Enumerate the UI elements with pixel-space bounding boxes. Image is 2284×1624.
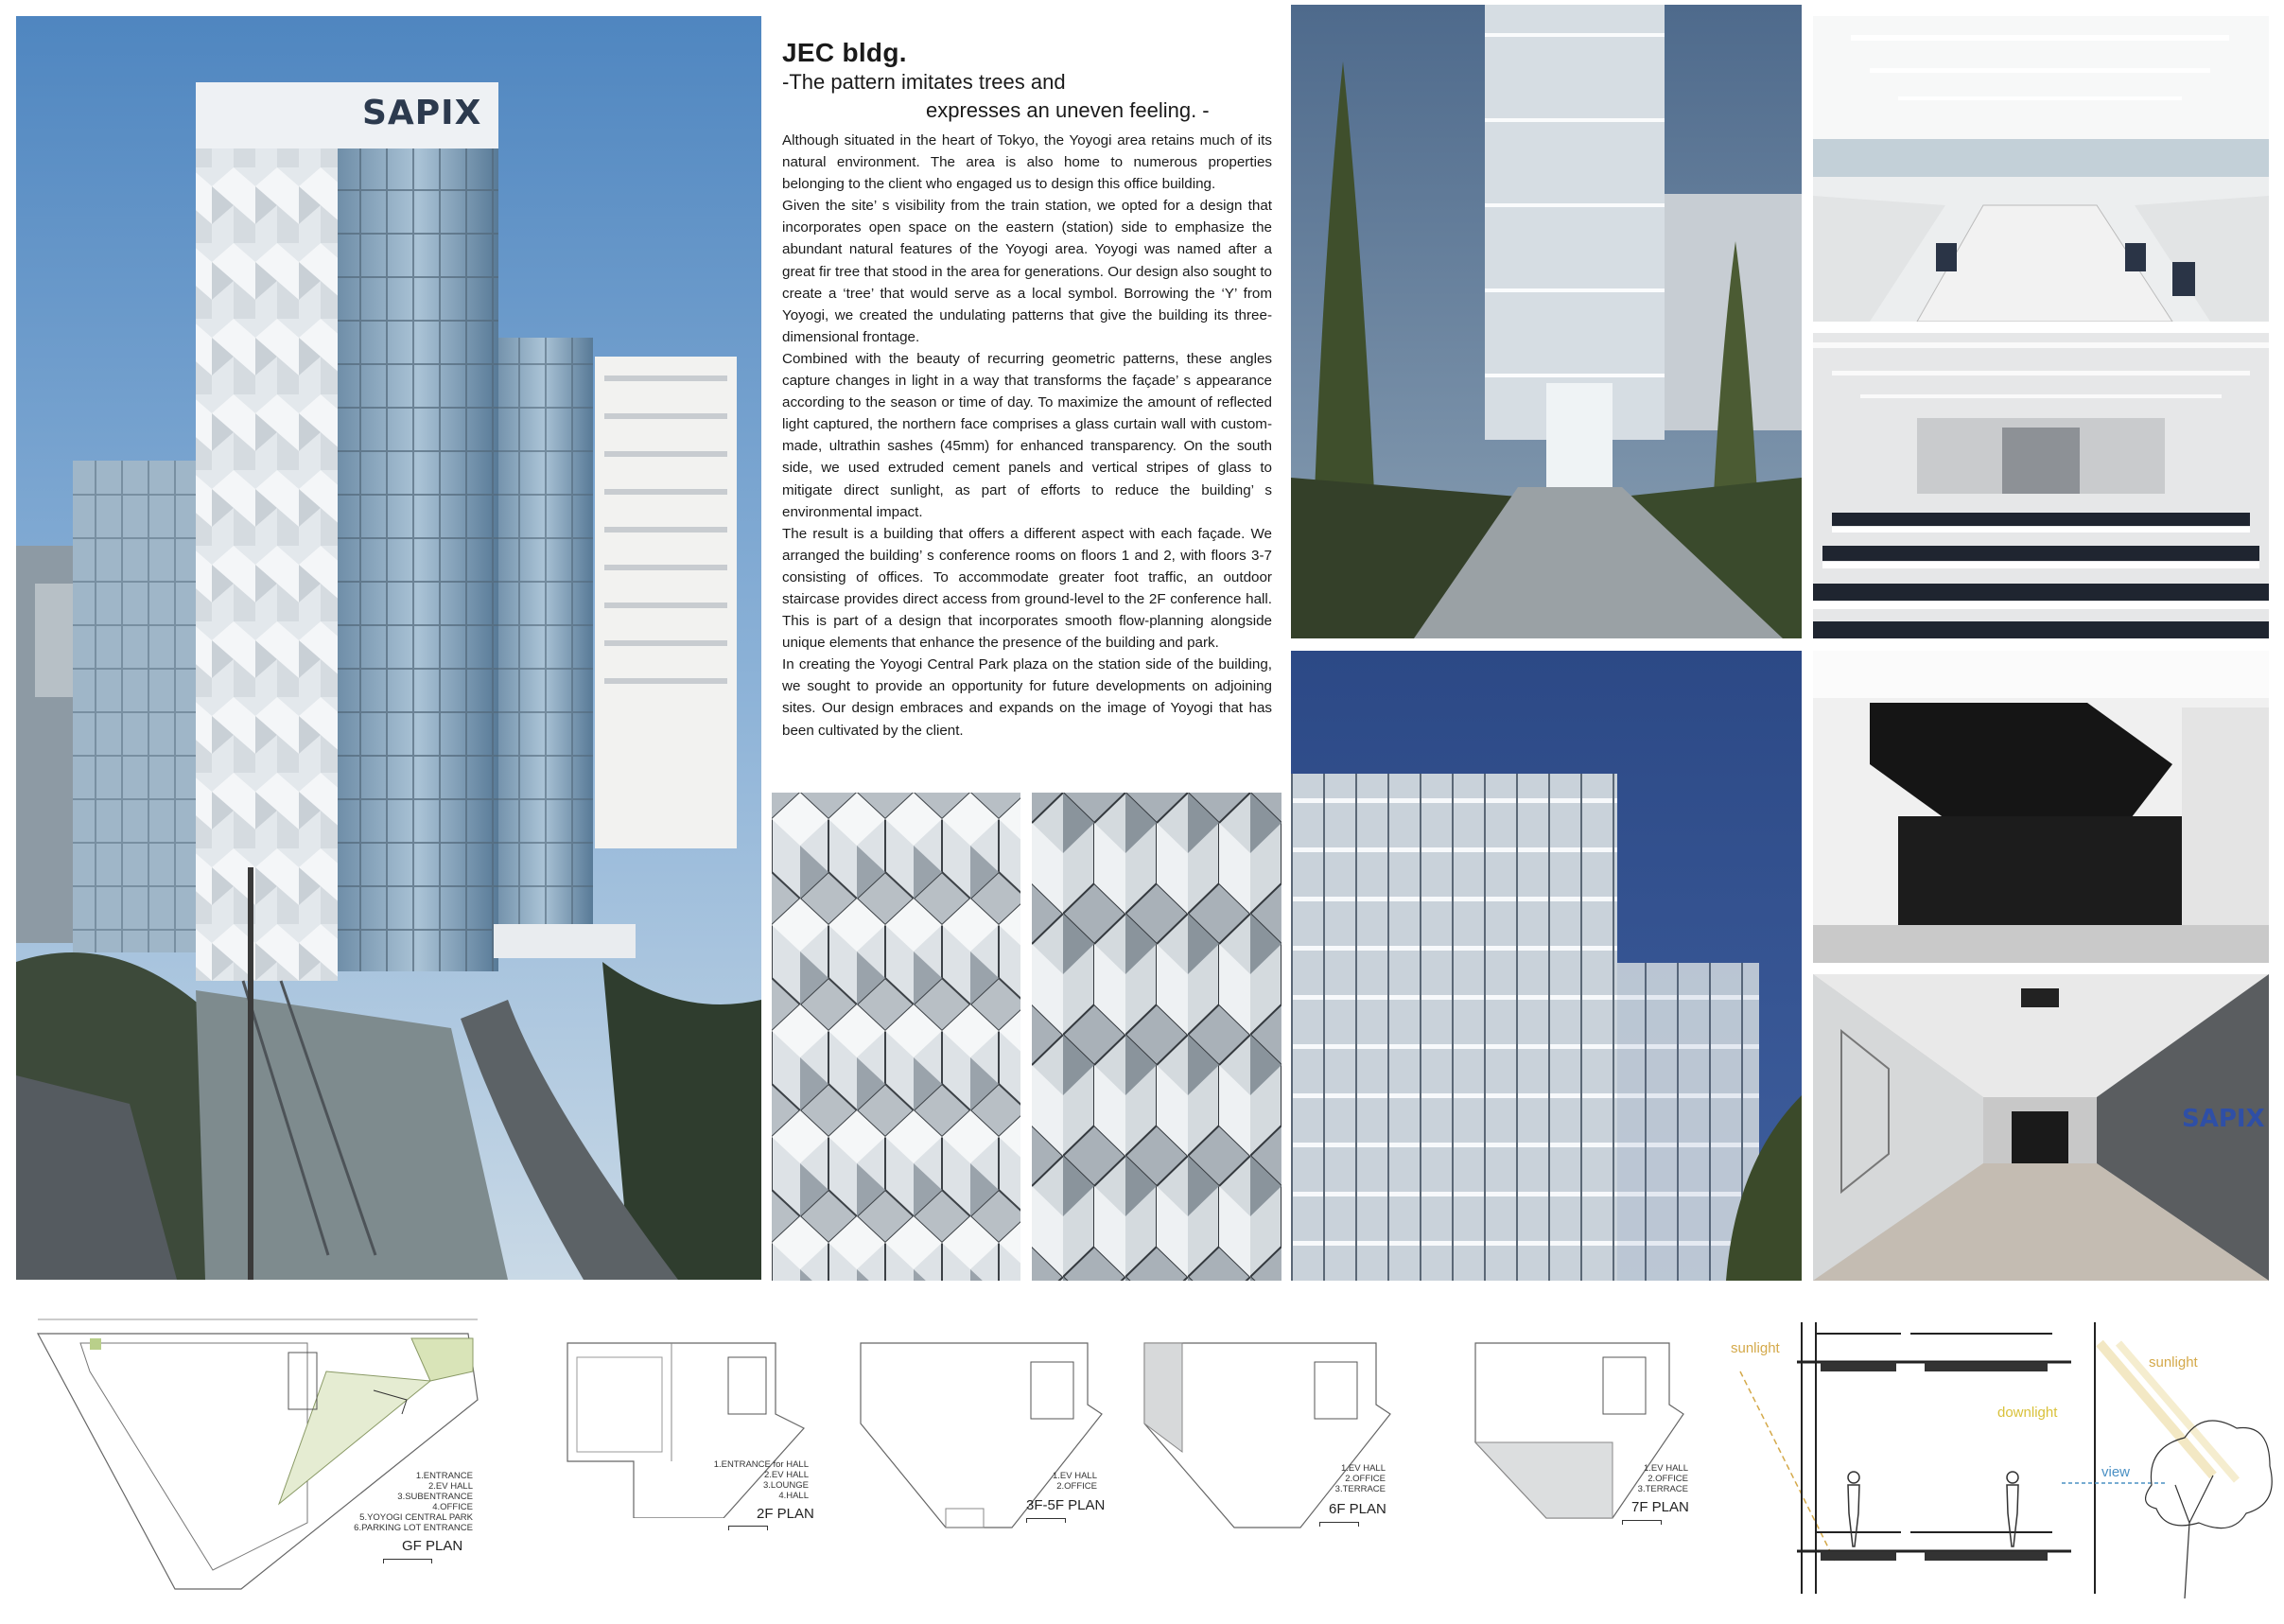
facade-detail-photo-right xyxy=(1032,793,1281,1281)
3f-5f-legend-2: 2.OFFICE xyxy=(1056,1481,1097,1492)
description-paragraph-5: In creating the Yoyogi Central Park plaza on the station side of the building, we sought to provide an opportunity for future developments on adjoining sites. Our design embraces and expands on the image of Yoyogi that has been cultivated by the client. xyxy=(782,656,1272,739)
facade-detail-photo-left xyxy=(772,793,1020,1281)
gf-legend-4: 4.OFFICE xyxy=(432,1502,473,1512)
downlight-label: downlight xyxy=(1997,1405,2058,1421)
description-paragraph-4: The result is a building that offers a different aspect with each façade. We arranged the building’ s conference rooms on floors 1 and 2, with floors 3-7 consisting of offices. To accommodate greater foot traffic, an outdoor staircase provides direct access from ground-level to the 2F conference hall. This is part of a design that incorporates smooth flow-planning alongside unique elements that enhance the presence of the building and park. xyxy=(782,525,1272,652)
3f-5f-plan-scale-bar xyxy=(1026,1518,1066,1523)
office-interior-photo xyxy=(1813,16,2269,322)
gf-plan xyxy=(33,1315,487,1598)
6f-legend-1: 1.EV HALL xyxy=(1341,1463,1386,1474)
description-paragraph-3: Combined with the beauty of recurring geometric patterns, these angles capture changes in light in a way that transforms the façade’ s appearance according to the season or time of day. To maximize the amount of reflected light captured, the northern face comprises a glass curtain wall with custom-made, ultrathin sashes (45mm) for enhanced transparency. On the south side, we used extruded cement panels and vertical stripes of glass to mitigate direct sunlight, as part of efforts to reduce the building’ s environmental impact. xyxy=(782,350,1272,520)
3f-5f-plan-legend xyxy=(1003,1471,1097,1492)
entrance-dusk-photo xyxy=(1291,5,1802,638)
gf-legend-6: 6.PARKING LOT ENTRANCE xyxy=(354,1523,473,1533)
gf-plan-title: GF PLAN xyxy=(402,1538,463,1554)
main-exterior-photo xyxy=(16,16,761,1280)
corridor-sign: SAPIX xyxy=(2182,1105,2265,1133)
2f-legend-4: 4.HALL xyxy=(778,1491,809,1501)
6f-plan-legend xyxy=(1291,1463,1386,1494)
gf-legend-3: 3.SUBENTRANCE xyxy=(397,1492,473,1502)
2f-plan-title: 2F PLAN xyxy=(757,1506,814,1522)
night-facade-photo xyxy=(1291,651,1802,1281)
gf-legend-1: 1.ENTRANCE xyxy=(415,1471,473,1481)
6f-plan-scale-bar xyxy=(1319,1522,1359,1527)
3f-5f-plan xyxy=(851,1338,1107,1537)
2f-plan-legend xyxy=(686,1459,809,1501)
2f-plan-scale-bar xyxy=(728,1526,768,1530)
description-paragraph-1: Although situated in the heart of Tokyo, the Yoyogi area retains much of its natural environment. The area is also home to numerous properties belonging to the client who engaged us to design this office building. xyxy=(782,132,1272,193)
7f-legend-2: 2.OFFICE xyxy=(1648,1474,1688,1484)
subtitle-line-2: expresses an uneven feeling. - xyxy=(926,98,1210,122)
7f-plan-title: 7F PLAN xyxy=(1631,1499,1689,1515)
gf-legend-2: 2.EV HALL xyxy=(428,1481,473,1492)
6f-legend-2: 2.OFFICE xyxy=(1345,1474,1386,1484)
main-sign: SAPIX xyxy=(362,94,482,132)
3f-5f-plan-title: 3F-5F PLAN xyxy=(1026,1497,1106,1513)
7f-plan-scale-bar xyxy=(1622,1520,1662,1525)
subtitle-line-1: -The pattern imitates trees and xyxy=(782,70,1066,94)
description-paragraph-2: Given the site’ s visibility from the train station, we opted for a design that incorporates open space on the eastern (station) side to emphasize the abundant natural features of the Yoyogi area. Yoyogi was named after a great fir tree that stood in the area for generations. Our design also sought to create a ‘tree’ that would serve as a local symbol. Borrowing the ‘Y’ from Yoyogi, we created the undulating patterns that give the building its three-dimensional frontage. xyxy=(782,198,1272,345)
sunlight-label-left: sunlight xyxy=(1731,1340,1780,1356)
7f-legend-1: 1.EV HALL xyxy=(1644,1463,1688,1474)
2f-legend-3: 3.LOUNGE xyxy=(762,1480,809,1491)
page-title: JEC bldg. xyxy=(782,38,907,67)
6f-plan xyxy=(1135,1338,1395,1537)
2f-plan xyxy=(558,1338,818,1522)
6f-legend-3: 3.TERRACE xyxy=(1334,1484,1386,1494)
staircase-lobby-photo xyxy=(1813,651,2269,963)
gf-plan-legend xyxy=(307,1471,473,1533)
7f-plan xyxy=(1471,1338,1698,1537)
7f-legend-3: 3.TERRACE xyxy=(1637,1484,1688,1494)
view-label: view xyxy=(2101,1464,2131,1480)
gf-legend-5: 5.YOYOGI CENTRAL PARK xyxy=(359,1512,473,1523)
6f-plan-title: 6F PLAN xyxy=(1329,1501,1386,1517)
gf-plan-scale-bar xyxy=(383,1559,432,1563)
7f-plan-legend xyxy=(1594,1463,1688,1494)
sunlight-label-right: sunlight xyxy=(2149,1354,2198,1371)
2f-legend-1: 1.ENTRANCE for HALL xyxy=(713,1459,809,1470)
3f-5f-legend-1: 1.EV HALL xyxy=(1053,1471,1097,1481)
description-text xyxy=(782,130,1272,742)
section-diagram xyxy=(1721,1315,2275,1598)
2f-legend-2: 2.EV HALL xyxy=(764,1470,809,1480)
conference-hall-photo xyxy=(1813,333,2269,638)
corridor-photo xyxy=(1813,974,2269,1281)
